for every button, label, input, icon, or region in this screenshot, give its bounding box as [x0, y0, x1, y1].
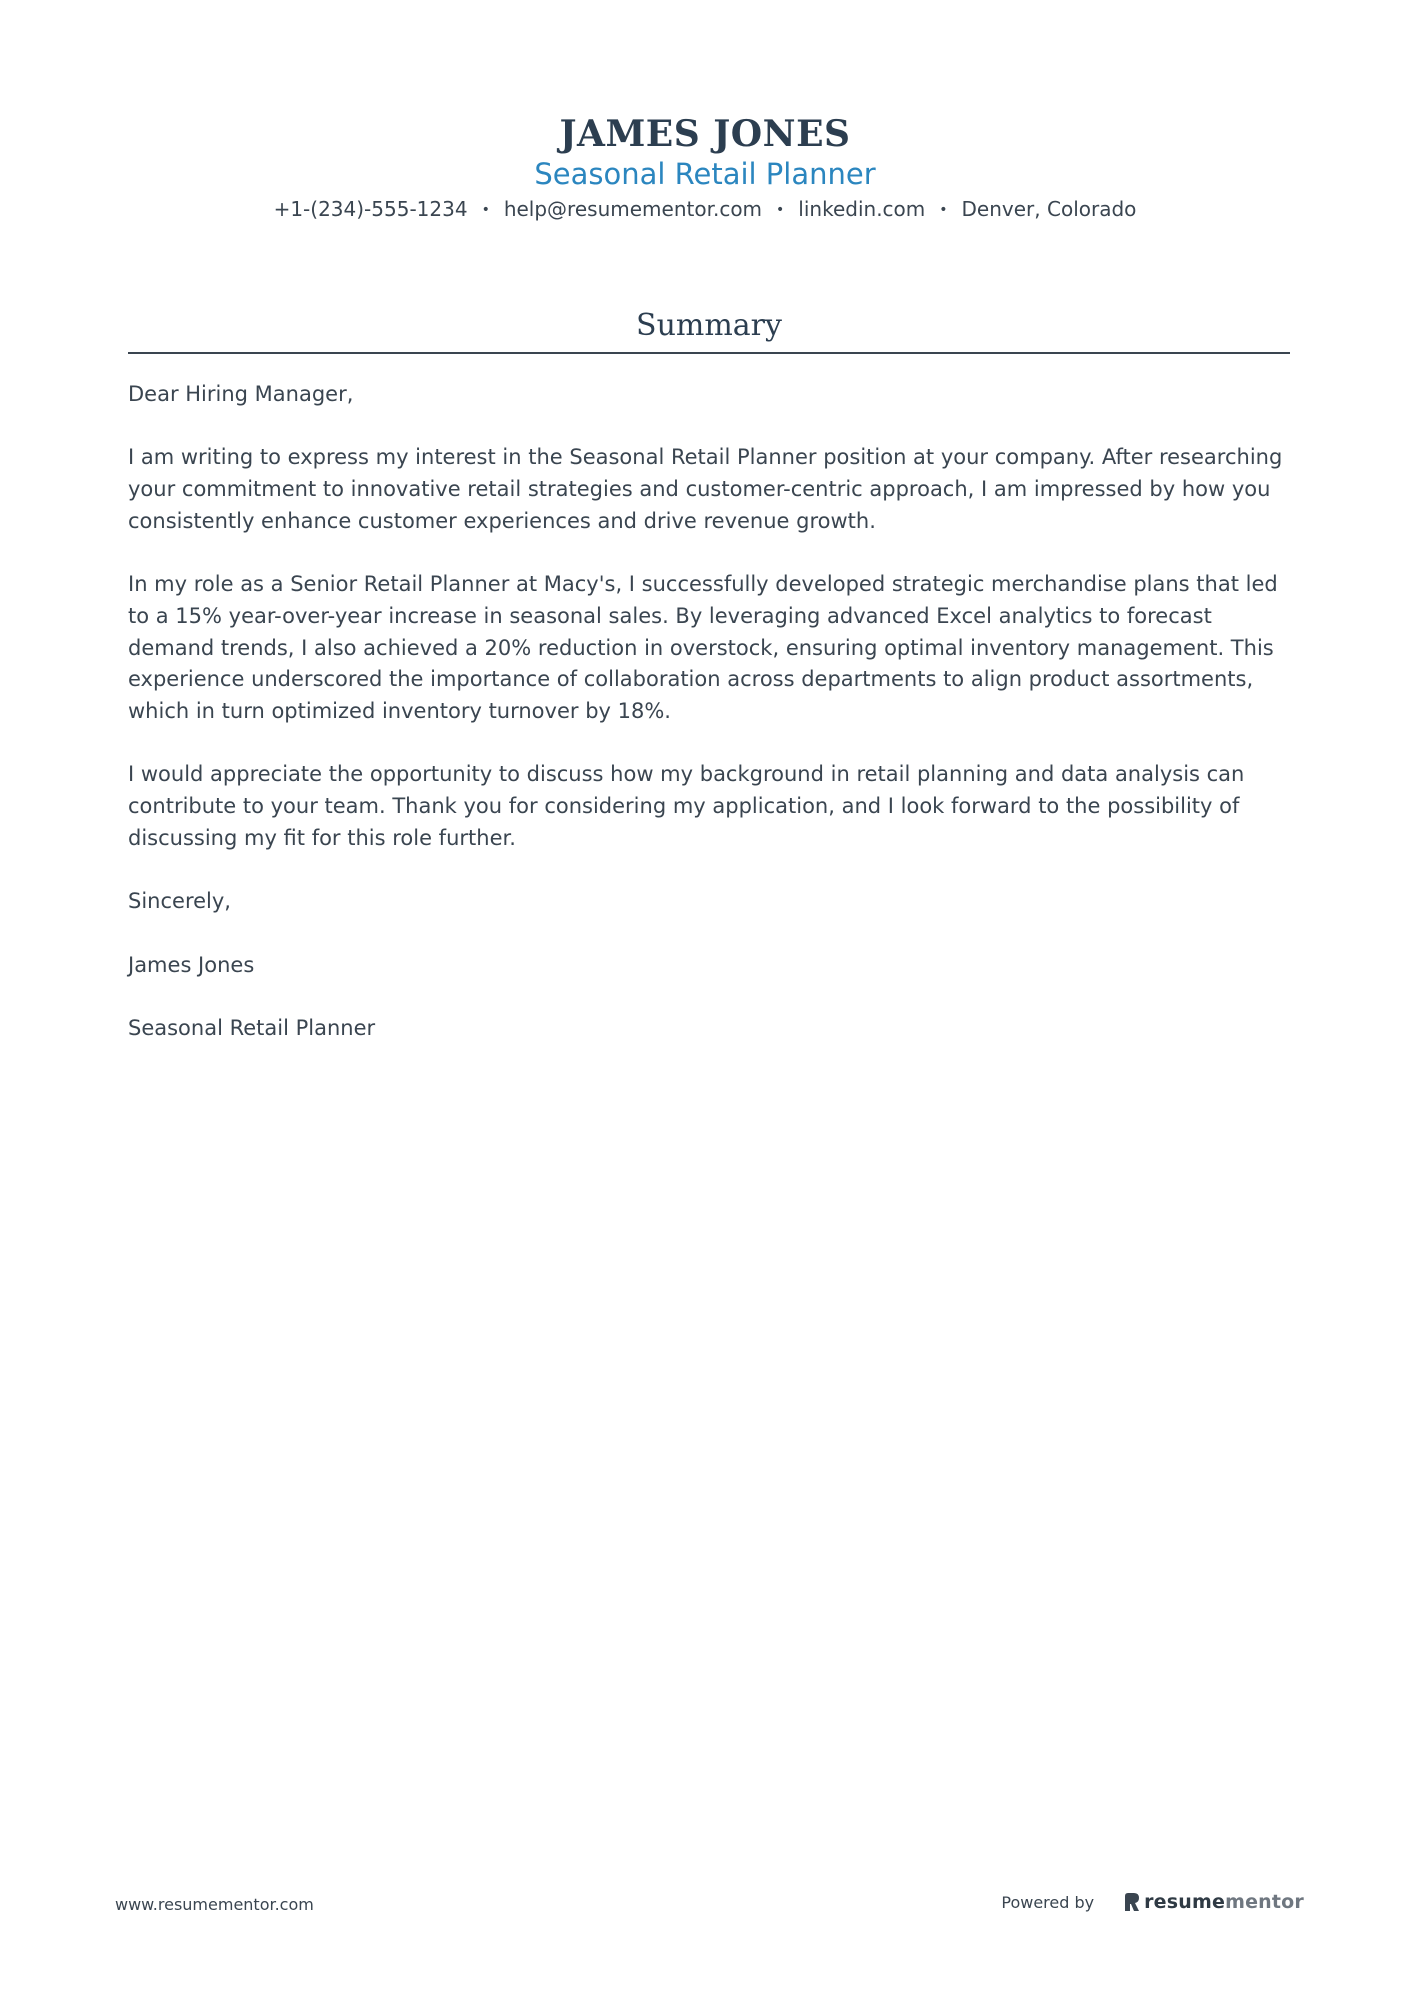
footer-branding — [1001, 1891, 1304, 1913]
letter-header — [0, 112, 1410, 223]
closing: Sincerely, — [128, 889, 231, 914]
letter-paragraph: In my role as a Senior Retail Planner at Macy's, I successfully developed strategic merchandise plans that led to a 15% year-over-year increase in seasonal sales. By leveraging advanced Excel analytics to forecast demand trends, I also achieved a 20% reduction in overstock, ensuring optimal inventory management. This experience underscored the importance of collaboration across departments to align product assortments, which in turn optimized inventory turnover by 18%. — [128, 572, 1278, 723]
powered-by-label: Powered by — [1001, 1892, 1095, 1912]
logo-wordmark: resumementor — [1144, 1891, 1304, 1913]
applicant-role: Seasonal Retail Planner — [534, 157, 876, 191]
resumementor-logo-icon — [1124, 1892, 1140, 1912]
letter-paragraph: I am writing to express my interest in the Seasonal Retail Planner position at your company. After researching your commitment to innovative retail strategies and customer-centric approach, I am impressed by how you consistently enhance customer experiences and drive revenue growth. — [128, 445, 1283, 533]
signature-title: Seasonal Retail Planner — [128, 1015, 376, 1040]
separator-dot: • — [776, 202, 785, 218]
footer-website[interactable]: www.resumementor.com — [115, 1895, 314, 1914]
letter-body — [128, 379, 1290, 1076]
resumementor-logo[interactable] — [1124, 1891, 1304, 1913]
section-divider — [128, 352, 1290, 354]
separator-dot: • — [481, 202, 490, 218]
signature-name: James Jones — [128, 952, 255, 977]
contact-website[interactable]: linkedin.com — [798, 197, 926, 221]
separator-dot: • — [939, 202, 948, 218]
contact-location: Denver, Colorado — [961, 197, 1137, 221]
contact-email[interactable]: help@resumementor.com — [503, 197, 763, 221]
applicant-name: JAMES JONES — [559, 113, 851, 155]
salutation: Dear Hiring Manager, — [128, 382, 354, 406]
contact-line — [0, 196, 1410, 223]
contact-phone: +1-(234)-555-1234 — [273, 197, 468, 221]
letter-paragraph: I would appreciate the opportunity to discuss how my background in retail planning and data analysis can contribute to your team. Thank you for considering my application, and I look forward to the possibility of discussing my fit for this role further. — [128, 762, 1245, 850]
section-title: Summary — [636, 308, 782, 343]
